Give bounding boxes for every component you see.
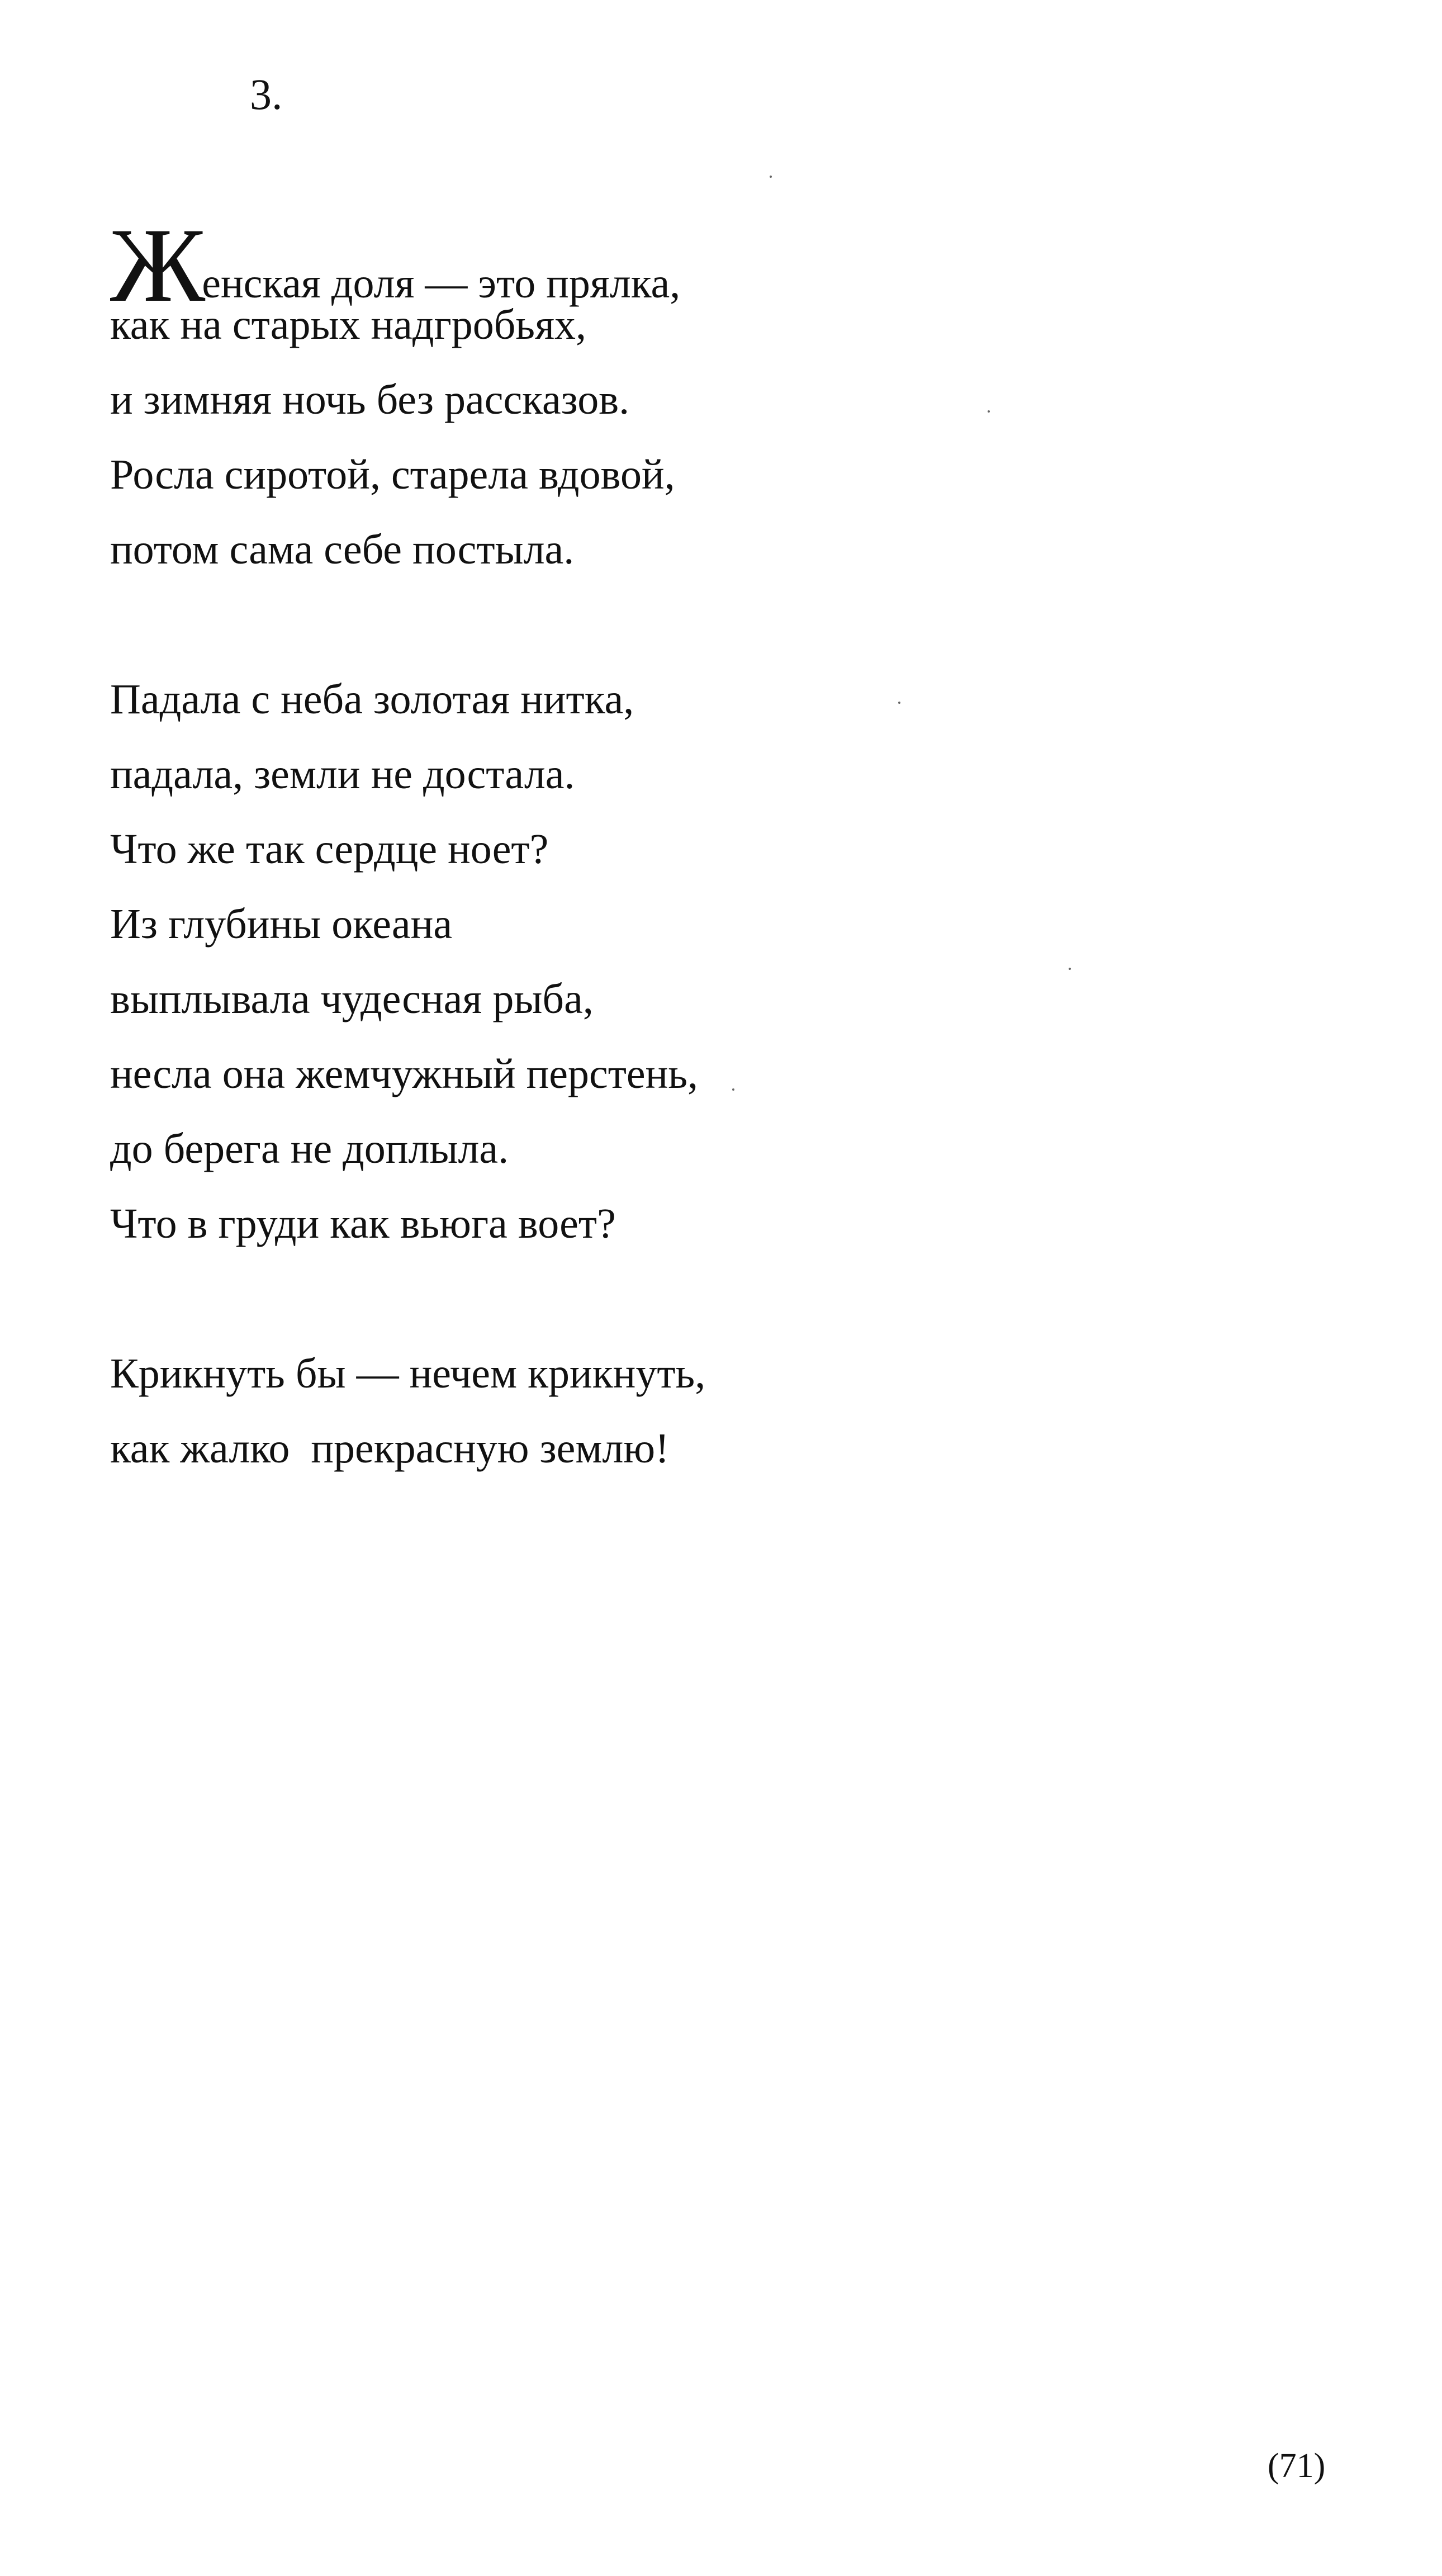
scan-speck [732, 1088, 734, 1091]
scan-speck [770, 176, 772, 178]
poem-line: как на старых надгробьях, [110, 301, 587, 348]
poem-line: и зимняя ночь без рассказов. [110, 376, 630, 423]
poem-line: Крикнуть бы — нечем крикнуть, [110, 1350, 706, 1397]
poem [110, 207, 1116, 1486]
poem-line: выплывала чудесная рыба, [110, 976, 594, 1022]
scan-speck [898, 702, 900, 704]
poem-line-text: енская доля — это прялка, [202, 260, 681, 307]
stanza [110, 1336, 1116, 1486]
stanza [110, 662, 1116, 1261]
scan-speck [988, 410, 990, 413]
poem-line: Падала с неба золотая нитка, [110, 676, 634, 723]
poem-line: как жалко прекрасную землю! [110, 1425, 670, 1472]
poem-line: Что же так сердце ноет? [110, 826, 549, 873]
poem-line: Что в груди как вьюга воет? [110, 1200, 616, 1247]
poem-line: до берега не доплыла. [110, 1125, 509, 1172]
scan-speck [1069, 968, 1071, 970]
poem-line: потом сама себе постыла. [110, 526, 575, 573]
section-number: 3. [250, 70, 283, 119]
stanza [110, 207, 1116, 587]
page-number: (71) [1268, 2447, 1326, 2485]
poem-line: Росла сиротой, старела вдовой, [110, 451, 675, 498]
poem-line: Из глубины океана [110, 901, 453, 948]
poem-line: падала, земли не достала. [110, 751, 575, 798]
poem-line: несла она жемчужный перстень, [110, 1050, 698, 1097]
drop-cap: Ж [110, 207, 202, 324]
poem-line [110, 207, 1116, 324]
